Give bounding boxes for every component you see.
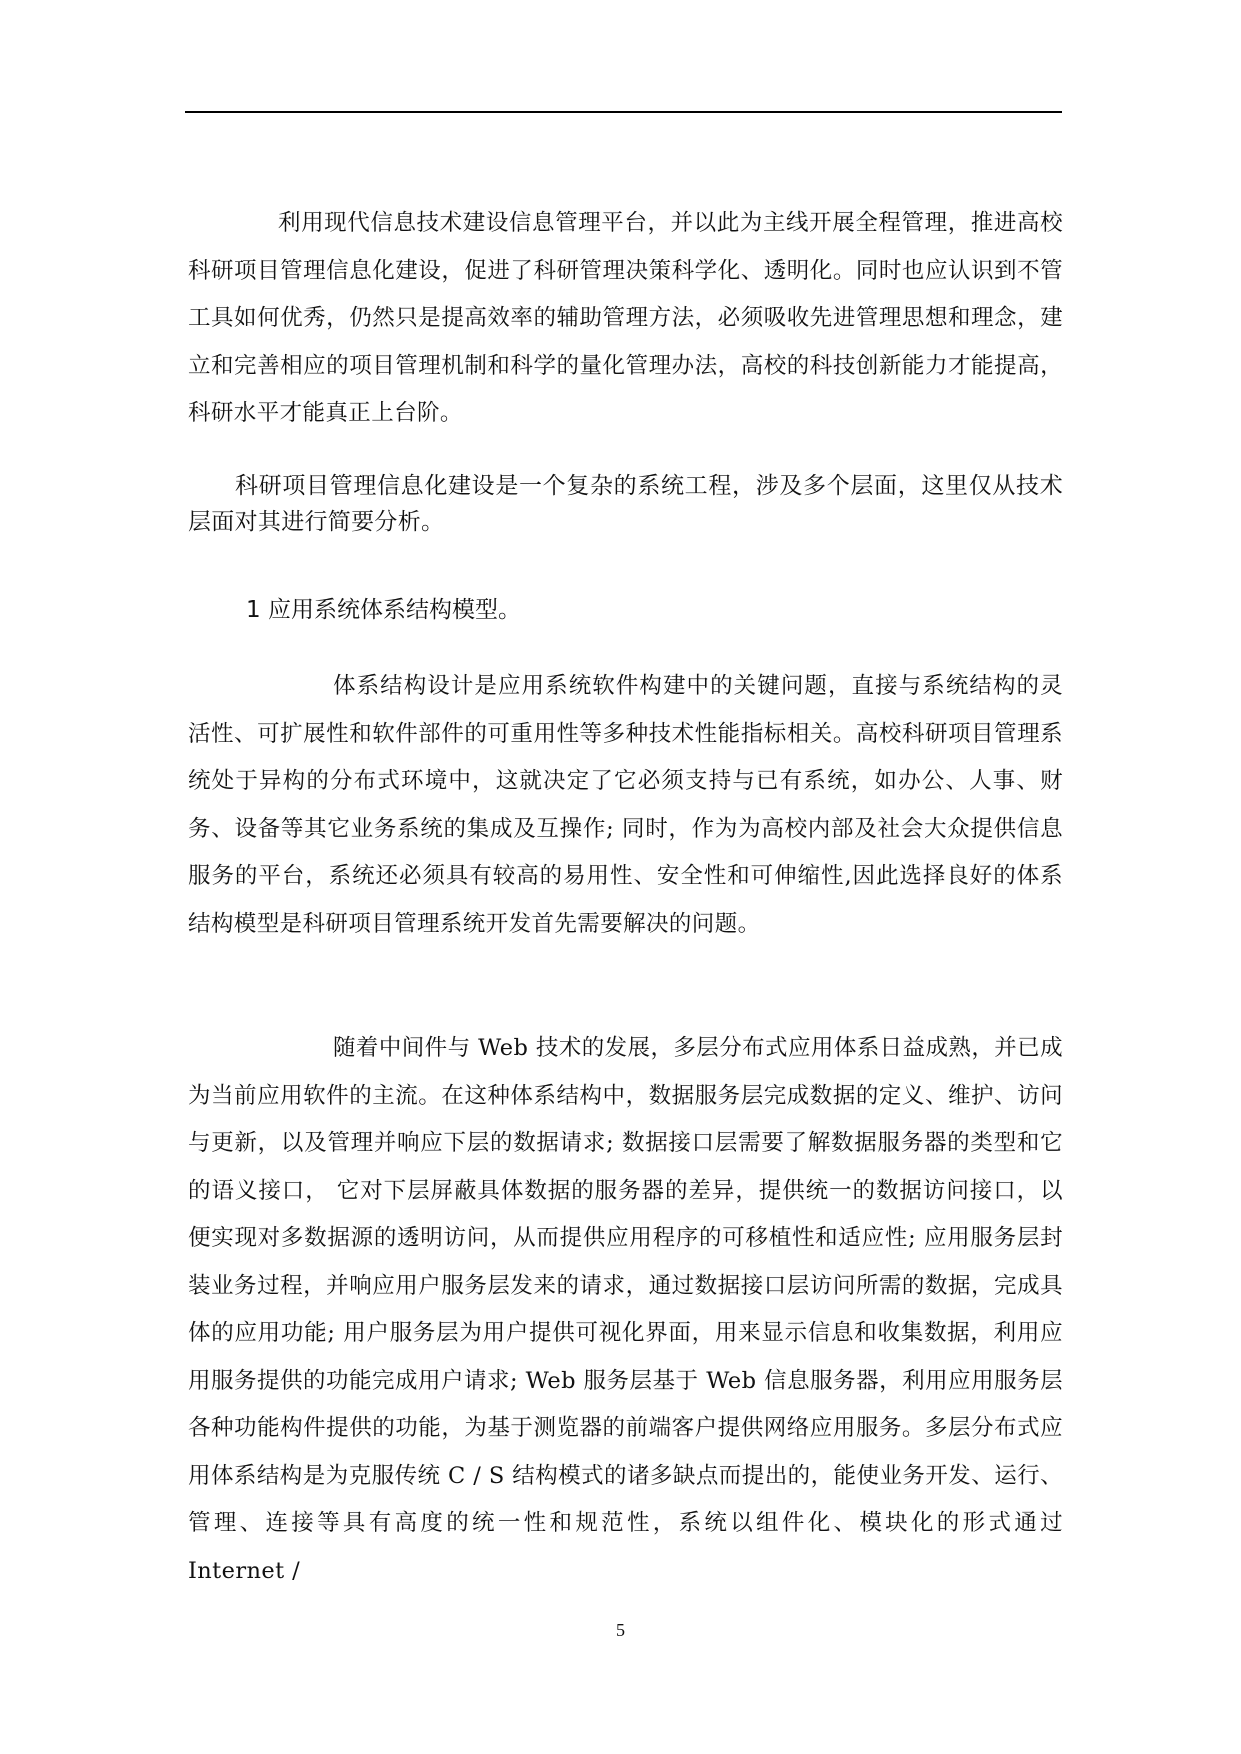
section-heading: 1 应用系统体系结构模型。 <box>246 597 521 623</box>
paragraph-architecture: 体系结构设计是应用系统软件构建中的关键问题，直接与系统结构的灵活性、可扩展性和软件部件的可重用性等多种技术性能指标相关。高校科研项目管理系统处于异构的分布式环境中，这就决定了它必须支持与已有系统，如办公、人事、财务、设备等其它业务系统的集成及互操作; 同时，作为为高校内部及社会大众提供信息服务的平台，系统还必须具有较高的易用性、安全性和可伸缩性,因此选择良好的体系结构模型是科研项目管理系统开发首先需要解决的问题。 <box>188 673 1063 937</box>
paragraph-platform: 利用现代信息技术建设信息管理平台，并以此为主线开展全程管理，推进高校科研项目管理信息化建设，促进了科研管理决策科学化、透明化。同时也应认识到不管工具如何优秀，仍然只是提高效率的辅助管理方法，必须吸收先进管理思想和理念，建立和完善相应的项目管理机制和科学的量化管理办法，高校的科技创新能力才能提高，科研水平才能真正上台阶。 <box>188 210 1063 426</box>
page-number: 5 <box>616 1620 625 1640</box>
paragraph-overview: 科研项目管理信息化建设是一个复杂的系统工程，涉及多个层面，这里仅从技术层面对其进行简要分析。 <box>188 473 1063 535</box>
header-rule <box>185 111 1062 113</box>
paragraph-multitier: 随着中间件与 Web 技术的发展，多层分布式应用体系日益成熟，并已成为当前应用软件的主流。在这种体系结构中，数据服务层完成数据的定义、维护、访问与更新，以及管理并响应下层的数据请求; 数据接口层需要了解数据服务器的类型和它的语义接口， 它对下层屏蔽具体数据的服务器的差异，提供统一的数据访问接口，以便实现对多数据源的透明访问，从而提供应用程序的可移植性和适应性; 应用服务层封装业务过程，并响应用户服务层发来的请求，通过数据接口层访问所需的数据，完成具体的应用功能; 用户服务层为用户提供可视化界面，用来显示信息和收集数据，利用应用服务提供的功能完成用户请求; Web 服务层基于 Web 信息服务器，利用应用服务层各种功能构件提供的功能，为基于测览器的前端客户提供网络应用服务。多层分布式应用体系结构是为克服传统 C / S 结构模式的诸多缺点而提出的，能使业务开发、运行、管理、连接等具有高度的统一性和规范性，系统以组件化、模块化的形式通过 Internet / <box>188 1035 1063 1584</box>
